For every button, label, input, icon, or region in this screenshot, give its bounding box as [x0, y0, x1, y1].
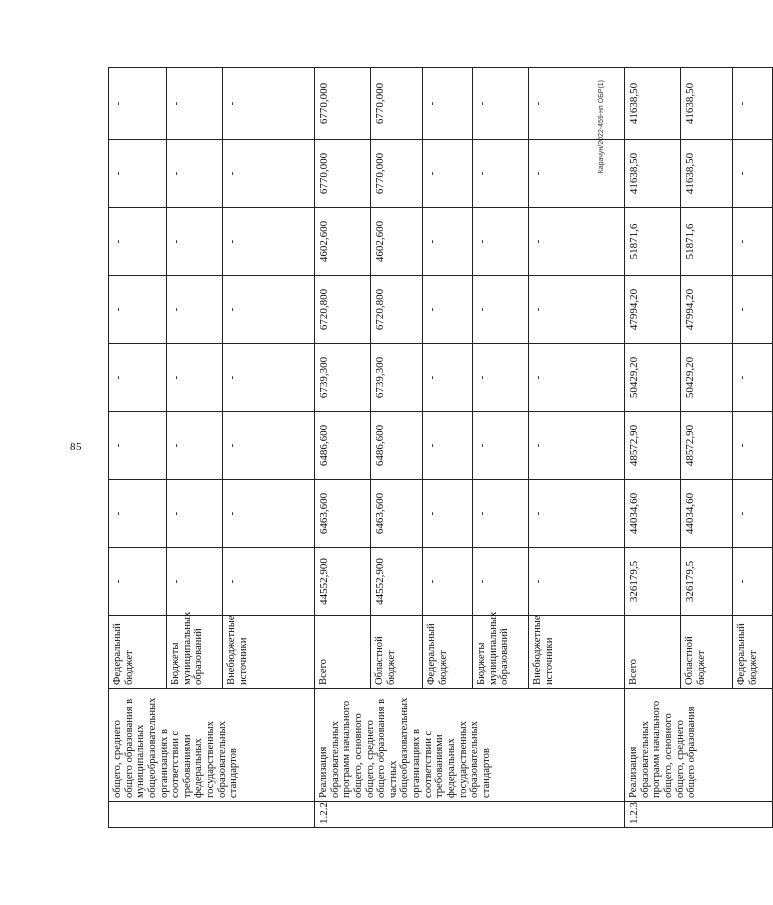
- value-cell: 6770,000: [315, 68, 371, 140]
- value-cell: -: [473, 548, 529, 616]
- value-cell: 6486,600: [371, 412, 423, 480]
- value-cell: 6463,600: [371, 480, 423, 548]
- row-name-cell: Реализация образовательных программ начального общего, основного общего, среднего общего образования в частных общеобразовательных организациях в соответствии с требованиями федеральных государственных образовательных стандартов: [315, 689, 625, 802]
- value-cell: -: [733, 412, 773, 480]
- funding-source-cell: Областной бюджет: [681, 616, 733, 689]
- value-cell: -: [733, 344, 773, 412]
- value-cell: -: [109, 208, 167, 276]
- value-cell: -: [473, 480, 529, 548]
- value-cell: -: [109, 276, 167, 344]
- value-cell: -: [529, 480, 625, 548]
- value-cell: -: [423, 480, 473, 548]
- value-cell: -: [423, 412, 473, 480]
- row-name-cell: общего, среднего общего образования в муниципальных общеобразовательных организациях в соответствии с требованиями федеральных государственных образовательных стандартов: [109, 689, 315, 802]
- value-cell: -: [473, 208, 529, 276]
- value-cell: -: [423, 140, 473, 208]
- table-row: [315, 68, 371, 828]
- value-cell: 48572,90: [625, 412, 681, 480]
- value-cell: 6770,000: [315, 140, 371, 208]
- value-cell: 48572,90: [681, 412, 733, 480]
- value-cell: -: [733, 68, 773, 140]
- funding-source-cell: Областной бюджет: [371, 616, 423, 689]
- value-cell: -: [109, 480, 167, 548]
- value-cell: -: [473, 140, 529, 208]
- value-cell: 6720,800: [315, 276, 371, 344]
- value-cell: 4602,600: [371, 208, 423, 276]
- value-cell: -: [167, 208, 223, 276]
- value-cell: 44552,900: [315, 548, 371, 616]
- value-cell: 44034,60: [681, 480, 733, 548]
- budget-table: [108, 67, 773, 828]
- row-code-cell: 1.2.3: [625, 802, 773, 828]
- value-cell: -: [423, 344, 473, 412]
- value-cell: 6486,600: [315, 412, 371, 480]
- funding-source-cell: Федеральный бюджет: [733, 616, 773, 689]
- value-cell: -: [733, 208, 773, 276]
- value-cell: -: [167, 480, 223, 548]
- value-cell: 51871,6: [681, 208, 733, 276]
- value-cell: -: [109, 344, 167, 412]
- value-cell: 6739,300: [315, 344, 371, 412]
- value-cell: -: [529, 344, 625, 412]
- value-cell: -: [109, 548, 167, 616]
- table-row: [109, 68, 167, 828]
- value-cell: -: [223, 140, 315, 208]
- value-cell: -: [529, 208, 625, 276]
- row-name-cell: Реализация образовательных программ начального общего, основного общего, среднего общего образования: [625, 689, 773, 802]
- value-cell: -: [529, 140, 625, 208]
- value-cell: 47994,20: [681, 276, 733, 344]
- value-cell: -: [529, 412, 625, 480]
- value-cell: 41638,50: [681, 68, 733, 140]
- value-cell: -: [167, 548, 223, 616]
- value-cell: -: [167, 140, 223, 208]
- value-cell: -: [733, 276, 773, 344]
- row-code-cell: 1.2.2: [315, 802, 625, 828]
- table-row: [625, 68, 681, 828]
- value-cell: 44034,60: [625, 480, 681, 548]
- value-cell: 44552,900: [371, 548, 423, 616]
- funding-source-cell: Внебюджетные источники: [529, 616, 625, 689]
- value-cell: -: [733, 140, 773, 208]
- value-cell: 326179,5: [625, 548, 681, 616]
- value-cell: -: [473, 344, 529, 412]
- value-cell: 6739,300: [371, 344, 423, 412]
- value-cell: -: [109, 412, 167, 480]
- value-cell: -: [223, 344, 315, 412]
- value-cell: -: [223, 412, 315, 480]
- value-cell: -: [223, 480, 315, 548]
- value-cell: -: [733, 480, 773, 548]
- value-cell: 6770,000: [371, 140, 423, 208]
- value-cell: 326179,5: [681, 548, 733, 616]
- funding-source-cell: Федеральный бюджет: [109, 616, 167, 689]
- value-cell: -: [167, 344, 223, 412]
- value-cell: 51871,6: [625, 208, 681, 276]
- value-cell: -: [473, 276, 529, 344]
- value-cell: 50429,20: [681, 344, 733, 412]
- funding-source-cell: Всего: [315, 616, 371, 689]
- funding-source-cell: Внебюджетные источники: [223, 616, 315, 689]
- table-body: [109, 68, 773, 828]
- value-cell: -: [423, 276, 473, 344]
- funding-source-cell: Бюджеты муниципальных образований: [473, 616, 529, 689]
- value-cell: -: [223, 68, 315, 140]
- funding-source-cell: Всего: [625, 616, 681, 689]
- watermark-text: Карачун/2022-459-нп ОБР(1): [598, 80, 605, 174]
- value-cell: -: [529, 548, 625, 616]
- value-cell: -: [223, 276, 315, 344]
- value-cell: -: [473, 68, 529, 140]
- value-cell: 41638,50: [625, 68, 681, 140]
- value-cell: 41638,50: [625, 140, 681, 208]
- page-number: 85: [70, 441, 82, 453]
- value-cell: -: [473, 412, 529, 480]
- value-cell: -: [167, 276, 223, 344]
- funding-source-cell: Бюджеты муниципальных образований: [167, 616, 223, 689]
- value-cell: 6720,800: [371, 276, 423, 344]
- value-cell: 6770,000: [371, 68, 423, 140]
- value-cell: 50429,20: [625, 344, 681, 412]
- funding-source-cell: Федеральный бюджет: [423, 616, 473, 689]
- value-cell: -: [167, 68, 223, 140]
- value-cell: -: [423, 208, 473, 276]
- value-cell: -: [529, 68, 625, 140]
- value-cell: 4602,600: [315, 208, 371, 276]
- value-cell: -: [109, 140, 167, 208]
- value-cell: 41638,50: [681, 140, 733, 208]
- value-cell: -: [223, 208, 315, 276]
- value-cell: -: [529, 276, 625, 344]
- value-cell: -: [223, 548, 315, 616]
- value-cell: -: [109, 68, 167, 140]
- value-cell: -: [733, 548, 773, 616]
- value-cell: -: [167, 412, 223, 480]
- value-cell: -: [423, 548, 473, 616]
- value-cell: 47994,20: [625, 276, 681, 344]
- value-cell: 6463,600: [315, 480, 371, 548]
- value-cell: -: [423, 68, 473, 140]
- row-code-cell: [109, 802, 315, 828]
